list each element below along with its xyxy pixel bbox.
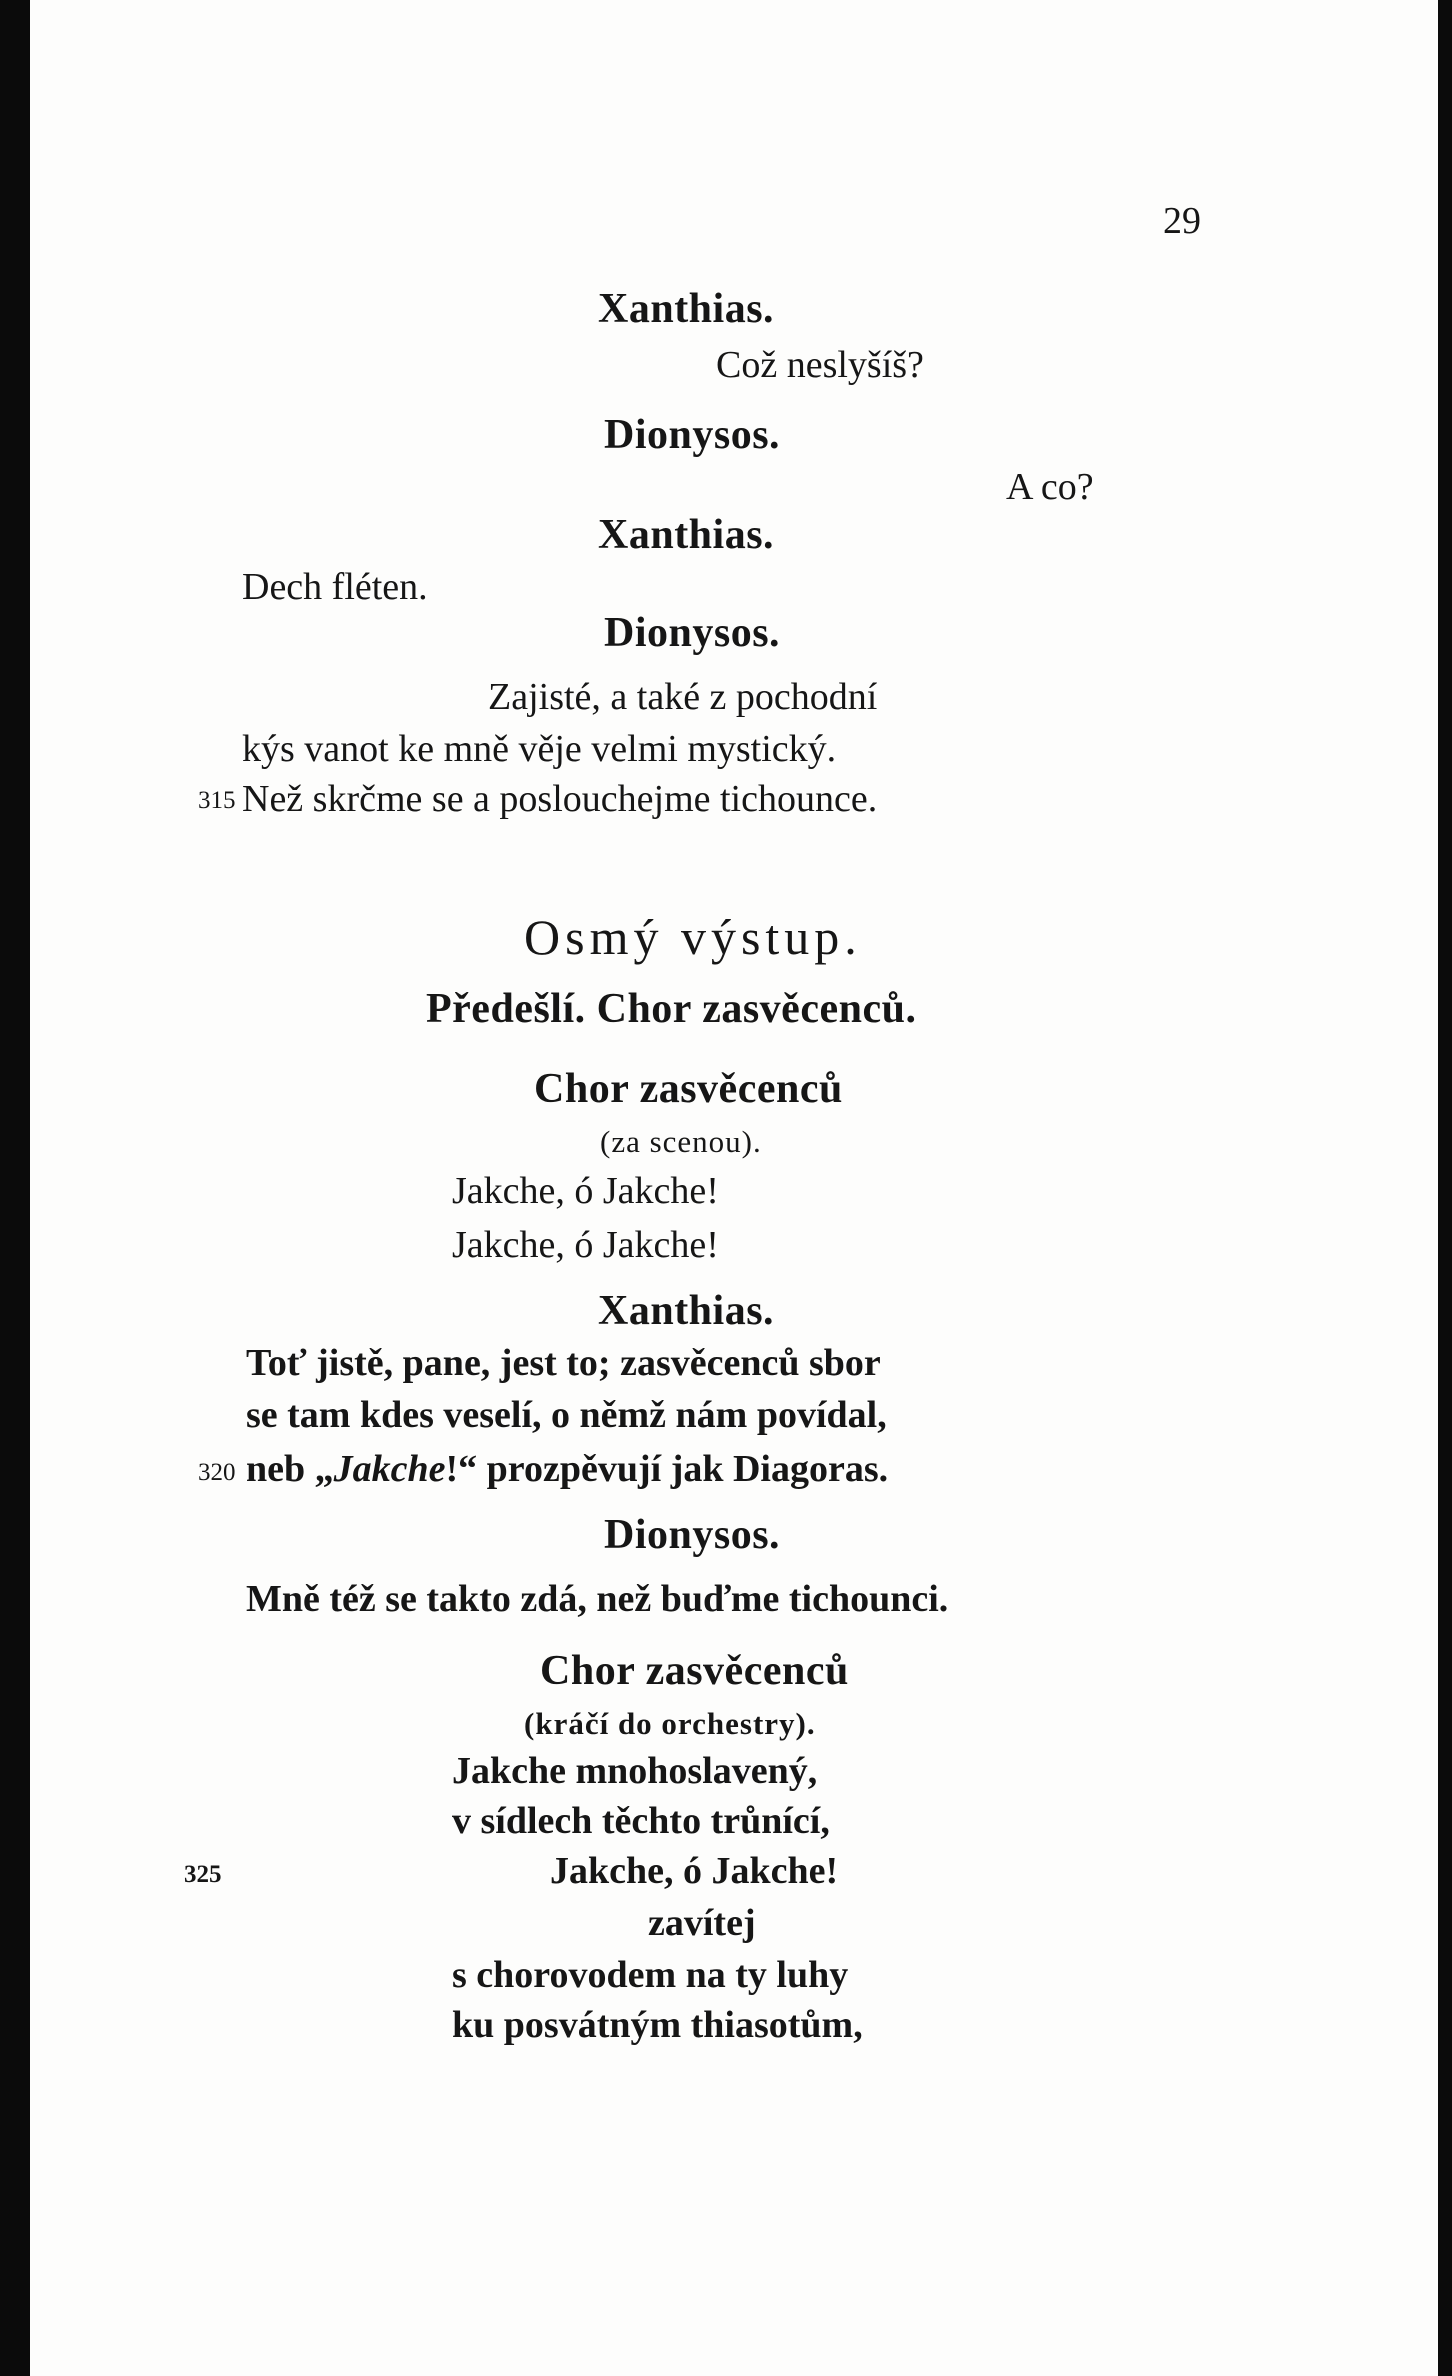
- verse-line: zavítej: [648, 1902, 756, 1944]
- verse-line: Což neslyšíš?: [716, 344, 924, 386]
- verse-line: ku posvátným thiasotům,: [452, 2004, 863, 2046]
- verse-line: s chorovodem na ty luhy: [452, 1954, 849, 1996]
- scene-persons: Předešlí. Chor zasvěcenců.: [426, 986, 917, 1032]
- verse-line: Než skrčme se a poslouchejme tichounce.: [242, 778, 878, 820]
- verse-line: Jakche, ó Jakche!: [452, 1224, 719, 1266]
- speaker-xanthias-1: Xanthias.: [598, 286, 775, 332]
- margin-stage-note: Dech fléten.: [242, 566, 428, 608]
- verse-line: Zajisté, a také z pochodní: [488, 676, 878, 718]
- page-number: 29: [1163, 200, 1201, 242]
- line-number-320: 320: [198, 1459, 236, 1486]
- verse-line: kýs vanot ke mně věje velmi mystický.: [242, 728, 837, 770]
- speaker-xanthias-2: Xanthias.: [598, 512, 775, 558]
- verse-line: A co?: [1006, 466, 1094, 508]
- line-number-315: 315: [198, 787, 236, 814]
- italic-word: Jakche: [333, 1448, 446, 1490]
- speaker-xanthias-3: Xanthias.: [598, 1288, 775, 1334]
- scene-title: Osmý výstup.: [524, 909, 862, 965]
- speaker-dionysos-3: Dionysos.: [604, 1512, 781, 1558]
- verse-line: Toť jistě, pane, jest to; zasvěcenců sbor: [246, 1342, 881, 1384]
- speaker-chor-2: Chor zasvěcenců: [540, 1648, 849, 1694]
- stage-direction: (za scenou).: [600, 1124, 762, 1159]
- verse-line: Jakche mnohoslavený,: [452, 1750, 818, 1792]
- verse-line: v sídlech těchto trůnící,: [452, 1800, 830, 1842]
- verse-line: Mně též se takto zdá, než buďme tichounci.: [246, 1578, 949, 1620]
- verse-line: Jakche, ó Jakche!: [452, 1170, 719, 1212]
- verse-line: Jakche, ó Jakche!: [550, 1850, 839, 1892]
- speaker-dionysos-1: Dionysos.: [604, 412, 781, 458]
- verse-line: se tam kdes veselí, o němž nám povídal,: [246, 1394, 887, 1436]
- scan-border-right: [1438, 0, 1452, 2376]
- scan-border-left: [0, 0, 30, 2376]
- stage-direction: (kráčí do orchestry).: [524, 1706, 816, 1741]
- line-number-325: 325: [184, 1861, 222, 1888]
- speaker-chor-1: Chor zasvěcenců: [534, 1066, 843, 1112]
- speaker-dionysos-2: Dionysos.: [604, 610, 781, 656]
- verse-line: neb „Jakche!“ prozpěvují jak Diagoras.: [246, 1448, 889, 1490]
